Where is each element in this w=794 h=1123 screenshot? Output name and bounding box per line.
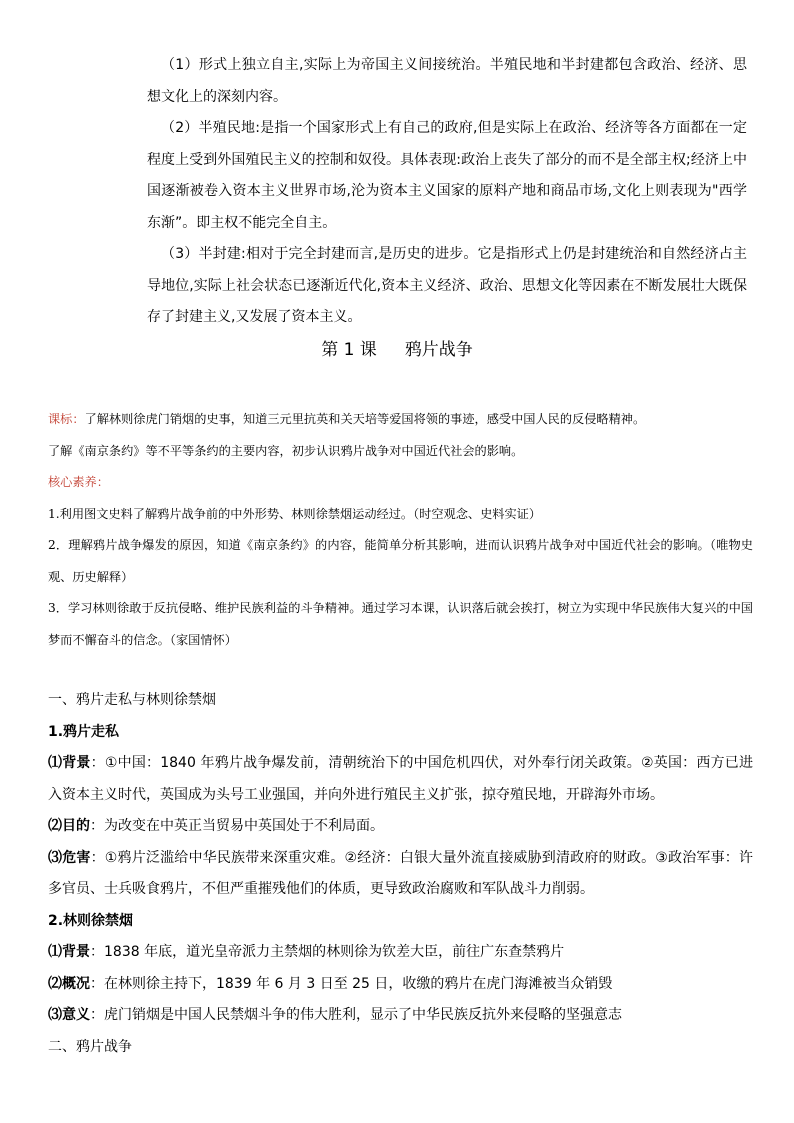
standards-text-1: 了解林则徐虎门销烟的史事，知道三元里抗英和关天培等爱国将领的事迹，感受中国人民的反侵略精神。 bbox=[84, 412, 646, 426]
overview-text: ：在林则徐主持下，1839 年 6 月 3 日至 25 日，收缴的鸦片在虎门海滩被当众销毁 bbox=[90, 975, 613, 992]
core-item-1: 1.利用图文史料了解鸦片战争前的中外形势、林则徐禁烟运动经过。（时空观念、史料实证） bbox=[48, 506, 542, 521]
ban-background-label: ⑴背景 bbox=[48, 944, 90, 960]
standards-line-1 bbox=[48, 404, 753, 436]
harm-text: ：①鸦片泛滥给中华民族带来深重灾难。②经济：白银大量外流直接威胁到清政府的财政。③政治军事：许多官员、士兵吸食鸦片，不但严重摧残他们的体质，更导致政治腐败和军队战斗力削弱。 bbox=[48, 849, 753, 897]
purpose-text: ：为改变在中英正当贸易中英国处于不利局面。 bbox=[90, 818, 384, 834]
intro-paragraph-1: （1）形式上独立自主,实际上为帝国主义间接统治。半殖民地和半封建都包含政治、经济、思想文化上的深刻内容。 bbox=[147, 57, 747, 105]
standards-label: 课标： bbox=[48, 412, 85, 426]
subheading-lin-zexu-ban: 2.林则徐禁烟 bbox=[48, 912, 134, 929]
section-heading-2: 二、鸦片战争 bbox=[48, 1038, 132, 1055]
section-heading-1: 一、鸦片走私与林则徐禁烟 bbox=[48, 692, 216, 708]
core-item-2: 2．理解鸦片战争爆发的原因，知道《南京条约》的内容，能简单分析其影响，进而认识鸦片战争对中国近代社会的影响。（唯物史观、历史解释） bbox=[48, 538, 753, 584]
ban-significance bbox=[48, 1000, 753, 1032]
standards-line-2: 了解《南京条约》等不平等条约的主要内容，初步认识鸦片战争对中国近代社会的影响。 bbox=[48, 443, 524, 458]
lesson-heading bbox=[0, 336, 794, 364]
lesson-number: 第 1 课 bbox=[321, 340, 377, 360]
intro-paragraph-2: （2）半殖民地:是指一个国家形式上有自己的政府,但是实际上在政治、经济等各方面都在一定程度上受到外国殖民主义的控制和奴役。具体表现:政治上丧失了部分的而不是全部主权;经济上中国逐渐被卷入资本主义世界市场,沦为资本主义国家的原料产地和商品市场,文化上则表现为"西学东渐”。即主权不能完全自主。 bbox=[147, 120, 747, 231]
overview-label: ⑵概况 bbox=[48, 975, 90, 992]
intro-block bbox=[147, 50, 747, 334]
smuggling-harm bbox=[48, 843, 753, 906]
smuggling-purpose bbox=[48, 811, 753, 843]
ban-overview bbox=[48, 969, 753, 1001]
purpose-label: ⑵目的 bbox=[48, 818, 90, 834]
core-literacy-label: 核心素养： bbox=[48, 475, 109, 489]
background-label: ⑴背景 bbox=[48, 755, 91, 771]
lesson-outline bbox=[48, 685, 753, 1063]
core-item-3: 3．学习林则徐敢于反抗侵略、维护民族利益的斗争精神。通过学习本课，认识落后就会挨打，树立为实现中华民族伟大复兴的中国梦而不懈奋斗的信念。（家国情怀） bbox=[48, 601, 753, 647]
lesson-title: 鸦片战争 bbox=[404, 340, 473, 360]
ban-background bbox=[48, 937, 753, 969]
harm-label: ⑶危害 bbox=[48, 849, 91, 866]
subheading-opium-smuggling: 1.鸦片走私 bbox=[48, 723, 120, 740]
significance-text: ：虎门销烟是中国人民禁烟斗争的伟大胜利，显示了中华民族反抗外来侵略的坚强意志 bbox=[90, 1007, 622, 1023]
ban-background-text: ：1838 年底，道光皇帝派力主禁烟的林则徐为钦差大臣，前往广东查禁鸦片 bbox=[90, 944, 565, 960]
smuggling-background bbox=[48, 748, 753, 811]
significance-label: ⑶意义 bbox=[48, 1007, 90, 1023]
curriculum-standards bbox=[48, 404, 753, 656]
background-text: ：①中国：1840 年鸦片战争爆发前，清朝统治下的中国危机四伏，对外奉行闭关政策。②英国：西方已进入资本主义时代，英国成为头号工业强国，并向外进行殖民主义扩张，掠夺殖民地，开辟海外市场。 bbox=[48, 755, 754, 803]
intro-paragraph-3: （3）半封建:相对于完全封建而言,是历史的进步。它是指形式上仍是封建统治和自然经济占主导地位,实际上社会状态已逐渐近代化,资本主义经济、政治、思想文化等因素在不断发展壮大既保存了封建主义,又发展了资本主义。 bbox=[147, 246, 747, 325]
